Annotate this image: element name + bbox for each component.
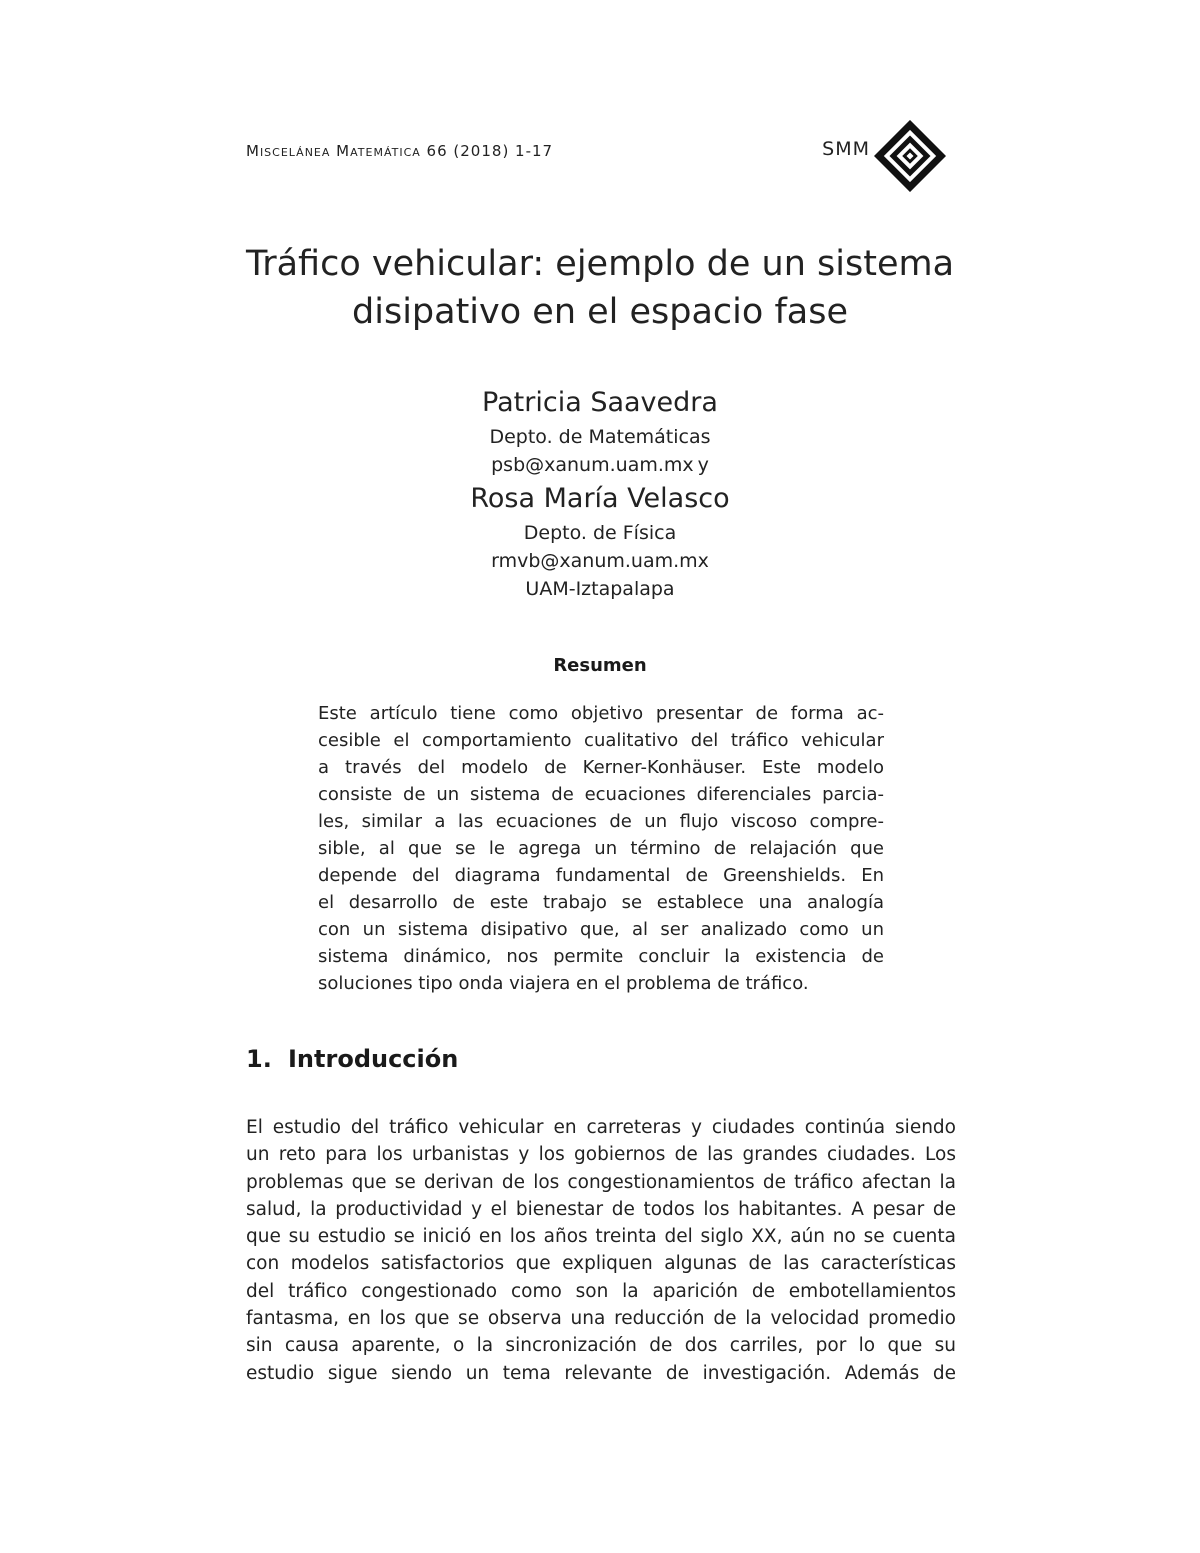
- smm-diamond-logo-icon: [874, 120, 946, 192]
- body-line: salud, la productividad y el bienestar de todos los habitantes. A pesar de: [246, 1198, 956, 1220]
- abstract-line: el desarrollo de este trabajo se establece una analogía: [318, 892, 884, 913]
- journal-citation: Miscelánea Matemática 66 (2018) 1-17: [246, 142, 554, 160]
- abstract-line: les, similar a las ecuaciones de un flujo viscoso compre-: [318, 811, 884, 832]
- body-line: del tráfico congestionado como son la aparición de embotellamientos: [246, 1280, 956, 1302]
- body-line: que su estudio se inició en los años treinta del siglo XX, aún no se cuenta: [246, 1226, 956, 1248]
- abstract-line: depende del diagrama fundamental de Greenshields. En: [318, 865, 884, 886]
- author-2-name: Rosa María Velasco: [470, 483, 730, 514]
- abstract-line: Este artículo tiene como objetivo presentar de forma ac-: [318, 703, 884, 724]
- author-conjunction: y: [697, 454, 709, 476]
- institution: UAM-Iztapalapa: [525, 578, 675, 600]
- author-1-name: Patricia Saavedra: [482, 387, 718, 418]
- author-1-email[interactable]: psb@xanum.uam.mx: [491, 454, 694, 476]
- author-1-email-line: [300, 451, 900, 479]
- body-line: fantasma, en los que se observa una reducción de la velocidad promedio: [246, 1308, 956, 1330]
- abstract-line: sible, al que se le agrega un término de relajación que: [318, 838, 884, 859]
- paper-title: [150, 240, 1050, 336]
- abstract-text: [318, 700, 884, 997]
- body-line: con modelos satisfactorios que expliquen algunas de las características: [246, 1253, 956, 1275]
- author-2-department: Depto. de Física: [523, 522, 677, 544]
- abstract-line: soluciones tipo onda viajera en el problema de tráfico.: [318, 973, 809, 994]
- section-number: 1.: [246, 1045, 272, 1073]
- body-line: problemas que se derivan de los congestionamientos de tráfico afectan la: [246, 1171, 956, 1193]
- body-line: El estudio del tráfico vehicular en carreteras y ciudades continúa siendo: [246, 1117, 956, 1138]
- section-body: [246, 1114, 956, 1387]
- author-block: [300, 383, 900, 603]
- title-line-1: Tráfico vehicular: ejemplo de un sistema: [245, 244, 955, 284]
- author-1-department: Depto. de Matemáticas: [489, 426, 711, 448]
- section-heading: [246, 1045, 956, 1073]
- running-header: [246, 128, 956, 188]
- smm-label: SMM: [822, 138, 870, 160]
- body-line: sin causa aparente, o la sincronización de dos carriles, por lo que su: [246, 1335, 956, 1357]
- abstract-heading: Resumen: [553, 655, 647, 676]
- body-line: estudio sigue siendo un tema relevante de investigación. Además de: [246, 1362, 956, 1384]
- title-line-2: disipativo en el espacio fase: [352, 292, 848, 332]
- abstract-line: consiste de un sistema de ecuaciones diferenciales parcia-: [318, 784, 884, 805]
- author-2-email[interactable]: rmvb@xanum.uam.mx: [491, 550, 709, 572]
- abstract-line: sistema dinámico, nos permite concluir la existencia de: [318, 946, 884, 967]
- abstract-line: con un sistema disipativo que, al ser analizado como un: [318, 919, 884, 940]
- abstract-line: cesible el comportamiento cualitativo del tráfico vehicular: [318, 730, 884, 751]
- body-line: un reto para los urbanistas y los gobiernos de las grandes ciudades. Los: [246, 1144, 956, 1166]
- abstract-line: a través del modelo de Kerner-Konhäuser. Este modelo: [318, 757, 884, 778]
- section-title: Introducción: [288, 1045, 459, 1073]
